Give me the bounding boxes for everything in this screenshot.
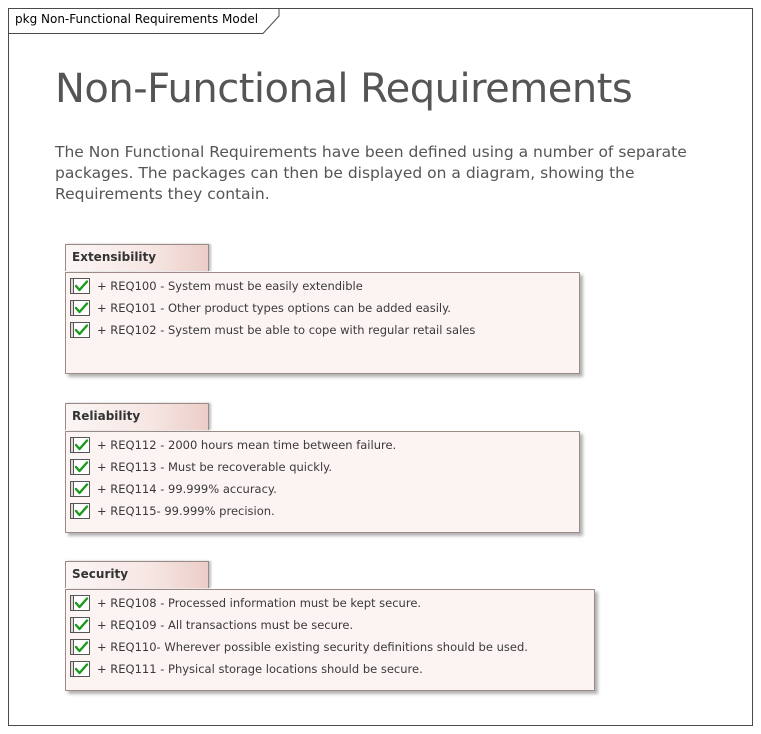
description-text: The Non Functional Requirements have been defined using a number of separate packages. The packages can then be displayed on a diagram, showing the Requirements they contain. (55, 143, 687, 203)
requirement-check-icon (70, 661, 90, 677)
requirement-item[interactable] (70, 660, 423, 678)
package-name: Security (72, 567, 129, 581)
requirement-label: + REQ112 - 2000 hours mean time between failure. (97, 438, 397, 452)
page-title: Non-Functional Requirements (55, 66, 633, 112)
requirement-item[interactable] (70, 299, 451, 317)
requirement-label: + REQ114 - 99.999% accuracy. (97, 482, 277, 496)
requirement-item[interactable] (70, 502, 275, 520)
package-name: Extensibility (72, 250, 157, 264)
frame-header-tab (8, 8, 280, 34)
requirement-check-icon (70, 639, 90, 655)
requirement-label: + REQ101 - Other product types options can be added easily. (97, 301, 451, 315)
requirement-item[interactable] (70, 480, 277, 498)
package-tab (65, 244, 209, 271)
requirement-check-icon (70, 278, 90, 294)
requirement-label: + REQ100 - System must be easily extendible (97, 279, 363, 293)
package-tab (65, 403, 209, 430)
requirement-label: + REQ108 - Processed information must be kept secure. (97, 596, 422, 610)
requirement-label: + REQ113 - Must be recoverable quickly. (97, 460, 332, 474)
requirement-item[interactable] (70, 638, 528, 656)
requirement-label: + REQ115- 99.999% precision. (97, 504, 275, 518)
requirement-label: + REQ110- Wherever possible existing security definitions should be used. (97, 640, 528, 654)
requirement-item[interactable] (70, 616, 353, 634)
package-security[interactable] (65, 561, 600, 696)
requirement-item[interactable] (70, 321, 475, 339)
requirement-label: + REQ111 - Physical storage locations should be secure. (97, 662, 423, 676)
requirement-item[interactable] (70, 594, 421, 612)
package-reliability[interactable] (65, 403, 585, 538)
requirement-check-icon (70, 617, 90, 633)
requirement-check-icon (70, 595, 90, 611)
requirement-label: + REQ109 - All transactions must be secure. (97, 618, 354, 632)
requirement-check-icon (70, 437, 90, 453)
requirement-check-icon (70, 322, 90, 338)
package-body (65, 589, 595, 691)
package-body (65, 431, 580, 533)
package-body (65, 272, 580, 374)
frame-label: pkg Non-Functional Requirements Model (15, 12, 259, 26)
requirement-label: + REQ102 - System must be able to cope with regular retail sales (97, 323, 476, 337)
requirement-item[interactable] (70, 458, 332, 476)
requirement-check-icon (70, 503, 90, 519)
package-name: Reliability (72, 409, 141, 423)
package-tab (65, 561, 209, 588)
requirement-check-icon (70, 481, 90, 497)
package-extensibility[interactable] (65, 244, 585, 379)
requirement-item[interactable] (70, 277, 363, 295)
requirement-check-icon (70, 459, 90, 475)
requirement-check-icon (70, 300, 90, 316)
requirement-item[interactable] (70, 436, 396, 454)
